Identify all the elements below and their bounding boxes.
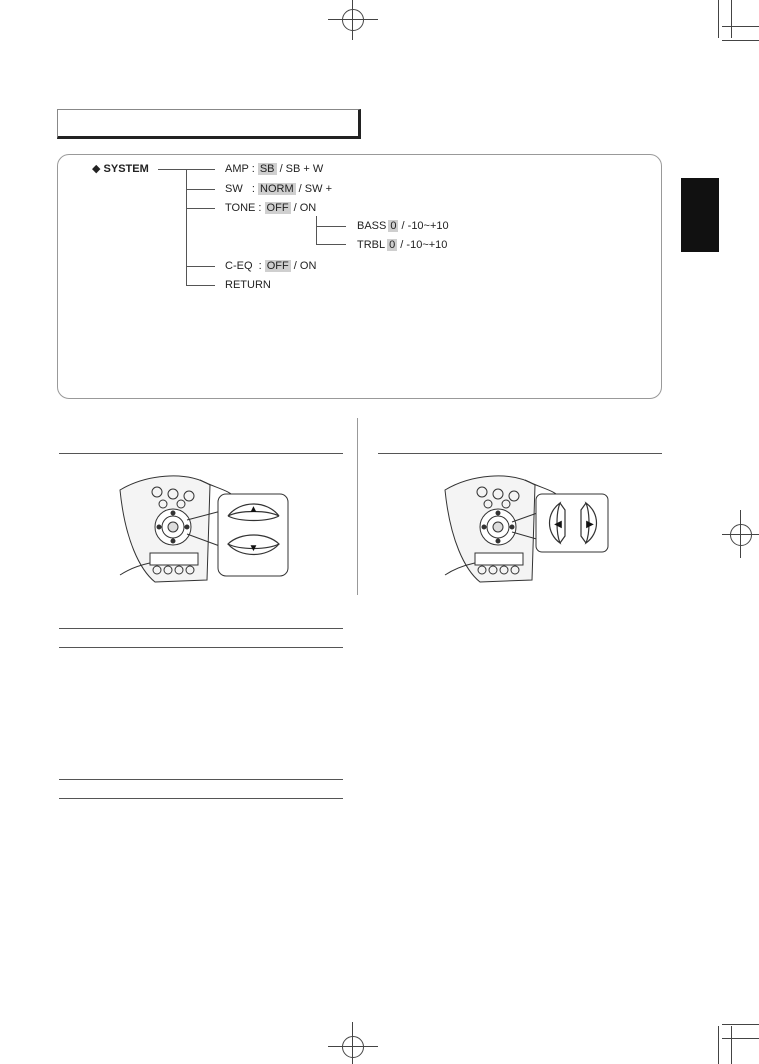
registration-target [342,9,364,31]
menu-item-options: / ON [290,202,317,214]
menu-item-tone [225,201,316,215]
section-rule [59,798,343,799]
section-rule [59,647,343,648]
crop-line [718,0,719,38]
crop-line [731,0,732,38]
menu-item-options: / -10~+10 [397,239,448,251]
up-arrow-icon: ▲ [248,504,259,515]
down-arrow-icon: ▼ [248,543,259,554]
crop-line [352,1022,353,1064]
column-divider [357,418,358,595]
crop-line [328,1046,378,1047]
crop-line [722,1038,759,1039]
menu-item-label: AMP : [225,163,255,175]
menu-item-selected: SB [259,163,275,175]
section-header-box [57,109,361,139]
left-arrow-icon: ◀ [554,519,562,530]
right-arrow-icon: ▶ [586,519,594,530]
section-rule [378,453,662,454]
tree-connector [316,216,317,244]
menu-item-sw [225,182,332,196]
menu-item-options: / SW + [295,183,332,195]
tree-connector [186,208,215,209]
menu-item-ceq [225,259,316,273]
tree-connector [186,169,187,285]
menu-item-selected: 0 [389,239,396,251]
registration-target [342,1036,364,1058]
crop-line [722,1024,759,1025]
menu-item-selected: NORM [260,183,294,195]
menu-subitem-bass [357,219,449,233]
menu-root-label: SYSTEM [103,163,149,175]
menu-item-amp [225,162,323,176]
menu-item-selected: OFF [266,202,289,214]
crop-line [722,40,759,41]
section-rule [59,779,343,780]
menu-item-label: TRBL [357,239,386,251]
menu-item-label: BASS [357,220,387,232]
crop-line [722,26,759,27]
section-rule [59,453,343,454]
tree-connector [186,285,215,286]
menu-root [92,162,149,176]
crop-line [718,1026,719,1064]
remote-leftright-illustration [440,470,640,585]
menu-tree-panel [57,154,662,399]
menu-subitem-trbl [357,238,447,252]
menu-item-label: TONE : [225,202,262,214]
tree-connector [186,189,215,190]
menu-item-options: / SB + W [276,163,324,175]
tree-connector [158,169,186,170]
tree-connector [316,244,346,245]
tree-connector [186,169,215,170]
menu-item-label: RETURN [225,279,271,291]
menu-item-selected: OFF [266,260,289,272]
menu-item-return [225,278,271,292]
section-rule [59,628,343,629]
crop-line [740,510,741,558]
menu-item-options: / ON [290,260,317,272]
crop-line [731,1026,732,1064]
registration-target [730,524,752,546]
remote-updown-illustration [115,470,315,585]
diamond-icon: ◆ [92,163,101,175]
tree-connector [186,266,215,267]
menu-item-selected: 0 [390,220,397,232]
tree-connector [316,226,346,227]
chapter-tab [681,178,719,252]
menu-item-label: C-EQ : [225,260,262,272]
menu-item-options: / -10~+10 [398,220,449,232]
menu-item-label: SW : [225,183,255,195]
